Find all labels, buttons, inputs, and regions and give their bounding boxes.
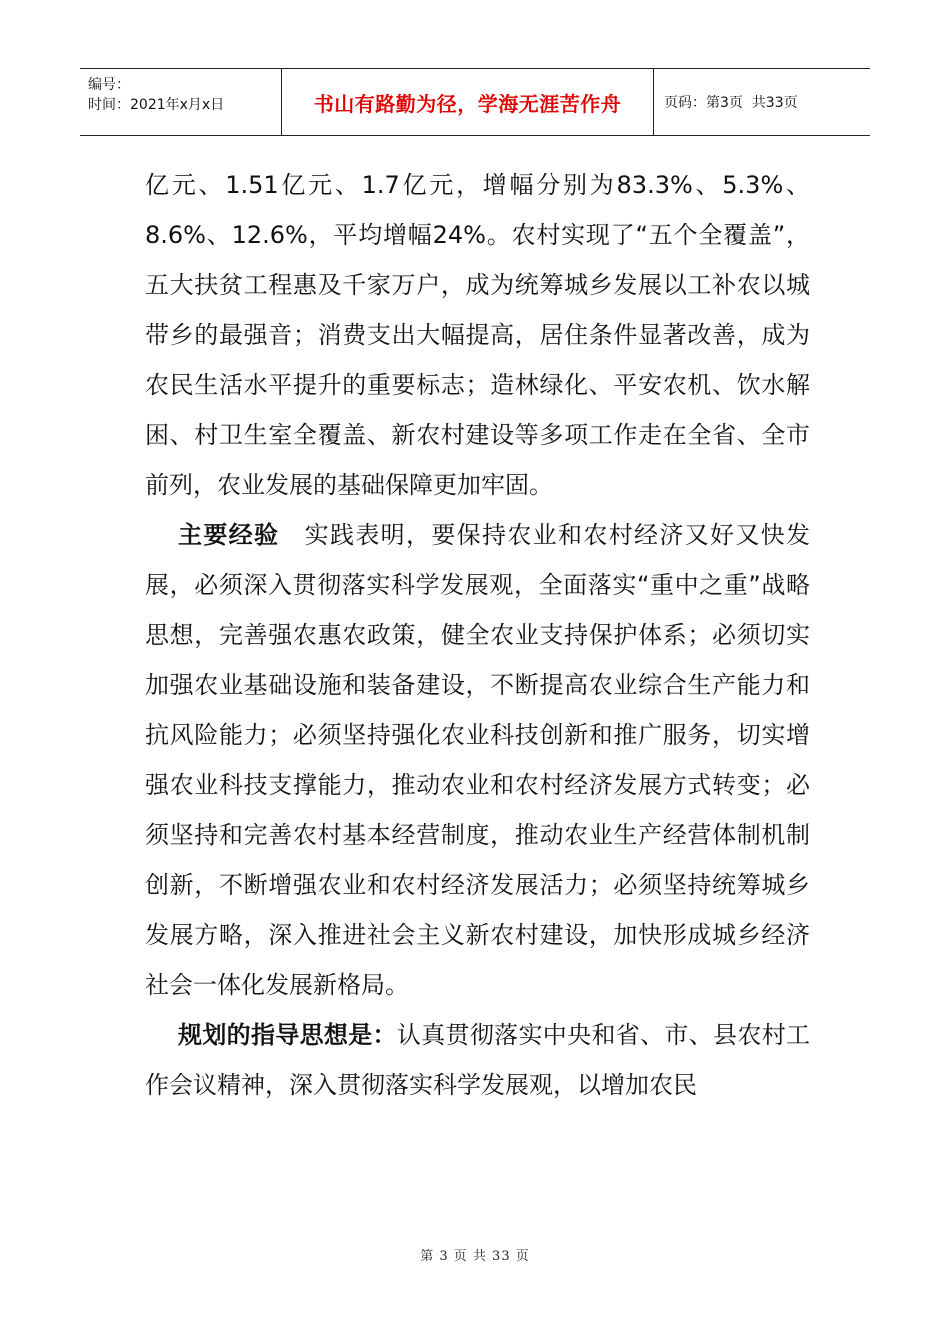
- paragraph-guiding-heading: 规划的指导思想是：: [178, 1021, 397, 1049]
- paragraph-guiding-ideology: [145, 1010, 810, 1110]
- document-time: 时间：2021年x月x日: [88, 97, 225, 113]
- header-page-text: 页码：第3页 共33页: [664, 95, 798, 111]
- header-motto: 书山有路勤为径，学海无涯苦作舟: [282, 69, 654, 135]
- paragraph-experience: [145, 510, 810, 1010]
- header-page-info: [654, 69, 870, 135]
- document-number: 编号：: [88, 77, 130, 93]
- paragraph-results: 亿元、1.51亿元、1.7亿元，增幅分别为83.3%、5.3%、8.6%、12.6%，平均增幅24%。农村实现了“五个全覆盖”，五大扶贫工程惠及千家万户，成为统筹城乡发展以工补农以城带乡的最强音；消费支出大幅提高，居住条件显著改善，成为农民生活水平提升的重要标志；造林绿化、平安农机、饮水解困、村卫生室全覆盖、新农村建设等多项工作走在全省、全市前列，农业发展的基础保障更加牢固。: [145, 171, 810, 499]
- page-header: [80, 68, 870, 136]
- document-body: [145, 160, 810, 1110]
- paragraph-guiding-text: 认真贯彻落实中央和省、市、县农村工作会议精神，深入贯彻落实科学发展观，以增加农民: [145, 1021, 811, 1099]
- paragraph-experience-heading: 主要经验: [178, 521, 280, 549]
- page-footer: 第 3 页 共 33 页: [420, 1249, 530, 1264]
- header-meta: [80, 69, 282, 135]
- paragraph-experience-text: 实践表明，要保持农业和农村经济又好又快发展，必须深入贯彻落实科学发展观，全面落实“重中之重”战略思想，完善强农惠农政策，健全农业支持保护体系；必须切实加强农业基础设施和装备建设，不断提高农业综合生产能力和抗风险能力；必须坚持强化农业科技创新和推广服务，切实增强农业科技支撑能力，推动农业和农村经济发展方式转变；必须坚持和完善农村基本经营制度，推动农业生产经营体制机制创新，不断增强农业和农村经济发展活力；必须坚持统筹城乡发展方略，深入推进社会主义新农村建设，加快形成城乡经济社会一体化发展新格局。: [145, 521, 811, 999]
